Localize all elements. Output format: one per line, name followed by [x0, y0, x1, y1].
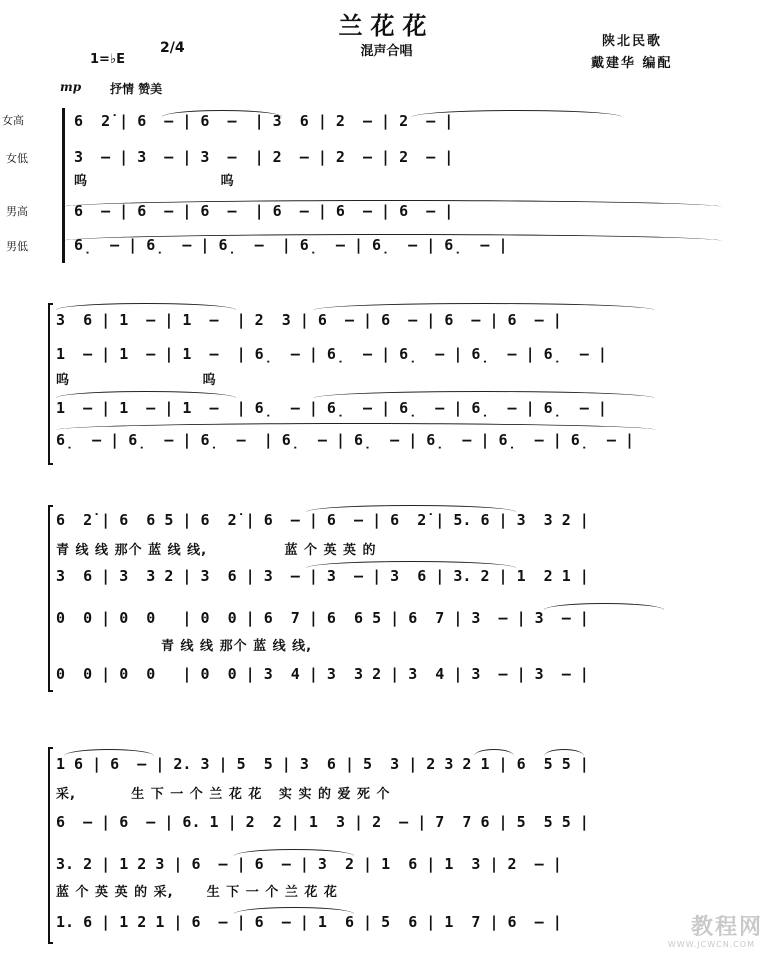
notes: 1 – | 1 – | 1 – | 6̣ – | 6̣ – | 6̣ – | 6̣ – | 6̣ – |	[56, 399, 607, 417]
notes: 3 6 | 3 3 2 | 3 6 | 3 – | 3 – | 3 6 | 3. 2 | 1 2 1 |	[56, 567, 589, 585]
tie	[56, 391, 236, 398]
expression-marking: 抒情 赞美	[110, 82, 163, 96]
notes: 3 6 | 1 – | 1 – | 2 3 | 6 – | 6 – | 6 – | 6 – |	[56, 311, 562, 329]
origin-credit: 陕北民歌	[602, 34, 663, 49]
lyrics: 呜 呜	[74, 174, 235, 189]
notes: 3 – | 3 – | 3 – | 2 – | 2 – | 2 – |	[74, 148, 454, 166]
tie	[62, 200, 722, 207]
staff-tenor	[44, 609, 744, 654]
slur	[306, 505, 516, 512]
notes: 0 0 | 0 0 | 0 0 | 6 7 | 6 6 5 | 6 7 | 3 – | 3 – |	[56, 609, 589, 627]
notes: 6 – | 6 – | 6. 1 | 2 2 | 1 3 | 2 – | 7 7 6 | 5 5 5 |	[56, 813, 589, 831]
voice-label-soprano: 女高	[2, 114, 24, 127]
staff-soprano	[44, 755, 744, 802]
arranger-credit: 戴建华 编配	[591, 56, 673, 71]
tie	[234, 907, 354, 914]
notes: 6 2̇ | 6 – | 6 – | 3 6 | 2 – | 2 – |	[74, 112, 454, 130]
staff-bass	[44, 913, 744, 937]
system-1	[62, 108, 752, 263]
staff-bass	[44, 431, 744, 455]
staff-soprano	[44, 311, 744, 335]
key-signature: 1=♭E	[90, 52, 125, 67]
watermark-logo: 教程网	[690, 915, 763, 940]
tie	[314, 391, 654, 398]
staff-tenor	[44, 855, 744, 900]
tie	[56, 423, 656, 430]
slur	[162, 110, 282, 117]
tie	[544, 603, 664, 610]
notes: 1 – | 1 – | 1 – | 6̣ – | 6̣ – | 6̣ – | 6̣ – | 6̣ – |	[56, 345, 607, 363]
staff-bass	[44, 665, 744, 689]
system-2	[44, 303, 754, 463]
slur	[412, 110, 622, 117]
system-4	[44, 747, 754, 942]
notes: 3. 2 | 1 2 3 | 6 – | 6 – | 3 2 | 1 6 | 1 3 | 2 – |	[56, 855, 562, 873]
notes: 0 0 | 0 0 | 0 0 | 3 4 | 3 3 2 | 3 4 | 3 – | 3 – |	[56, 665, 589, 683]
staff-alto	[44, 345, 744, 388]
voice-label-tenor: 男高	[6, 205, 28, 218]
voice-label-bass: 男低	[6, 240, 28, 253]
staff-soprano	[44, 511, 744, 558]
tie	[306, 561, 516, 568]
slur	[64, 749, 154, 756]
watermark-url: WWW.JCWCN.COM	[667, 940, 755, 949]
slur	[56, 303, 236, 310]
slur	[474, 749, 514, 756]
slur	[314, 303, 654, 310]
subtitle: 混声合唱	[360, 44, 413, 59]
notes: 6̣ – | 6̣ – | 6̣ – | 6̣ – | 6̣ – | 6̣ – | 6̣ – | 6̣ – |	[56, 431, 634, 449]
notes: 6 – | 6 – | 6 – | 6 – | 6 – | 6 – |	[74, 202, 454, 220]
staff-alto	[44, 813, 744, 837]
staff-alto	[62, 148, 762, 189]
dynamic-marking: mp	[60, 80, 82, 94]
staff-alto	[44, 567, 744, 591]
notes: 6 2̇ | 6 6 5 | 6 2̇ | 6 – | 6 – | 6 2̇ | 5. 6 | 3 3 2 |	[56, 511, 589, 529]
tie	[62, 234, 722, 241]
lyrics: 采, 生 下 一 个 兰 花 花 实 实 的 爱 死 个	[56, 787, 391, 802]
lyrics: 青 线 线 那个 蓝 线 线, 蓝 个 英 英 的	[56, 543, 377, 558]
slur	[544, 749, 584, 756]
notes: 1 6 | 6 – | 2. 3 | 5 5 | 3 6 | 5 3 | 2 3 2 1 | 6 5 5 |	[56, 755, 589, 773]
time-signature: 2/4	[160, 40, 185, 56]
voice-label-alto: 女低	[6, 152, 28, 165]
lyrics: 青 线 线 那个 蓝 线 线,	[56, 639, 313, 654]
page-title: 兰花花	[338, 12, 435, 40]
notes: 1. 6 | 1 2 1 | 6 – | 6 – | 1 6 | 5 6 | 1 7 | 6 – |	[56, 913, 562, 931]
lyrics: 呜 呜	[56, 373, 217, 388]
notes: 6̣ – | 6̣ – | 6̣ – | 6̣ – | 6̣ – | 6̣ – |	[74, 236, 508, 254]
system-3	[44, 505, 754, 690]
staff-tenor	[44, 399, 744, 423]
lyrics: 蓝 个 英 英 的 采, 生 下 一 个 兰 花 花	[56, 885, 338, 900]
tie	[234, 849, 354, 856]
